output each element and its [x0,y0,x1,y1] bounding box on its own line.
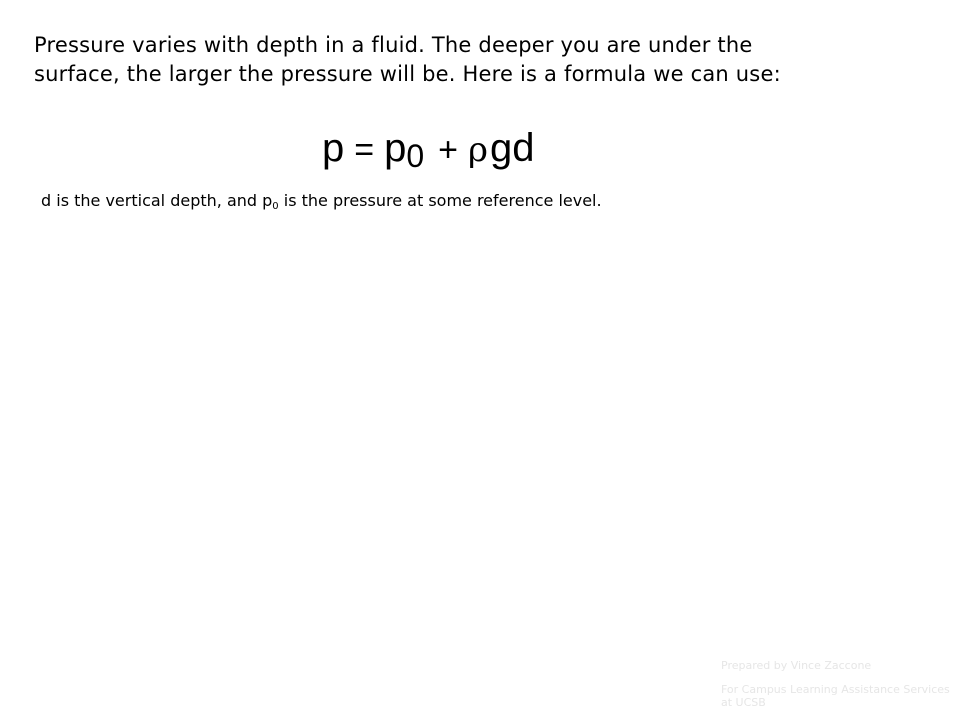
formula-subscript: 0 [406,138,425,174]
credit-prepared-by: Prepared by Vince Zaccone [721,659,872,672]
note-subscript: 0 [272,201,279,212]
formula-explanation [41,189,602,219]
formula-pressure: p [322,126,345,170]
formula-rho: ρ [468,130,489,170]
note-text-start: d is the vertical depth, and p [41,191,273,210]
intro-paragraph [34,31,934,89]
intro-line-1: Pressure varies with depth in a fluid. The deeper you are under the [34,33,753,57]
note-text-end: is the pressure at some reference level. [278,191,602,210]
credit-organization: For Campus Learning Assistance Services at UCSB [721,683,950,709]
formula-reference-pressure: p [384,126,407,170]
pressure-formula [322,120,535,180]
credits [721,659,951,709]
intro-line-2: surface, the larger the pressure will be. Here is a formula we can use: [34,62,781,86]
formula-gd: gd [490,126,535,170]
formula-equals: = [354,131,375,169]
formula-plus: + [438,131,459,169]
